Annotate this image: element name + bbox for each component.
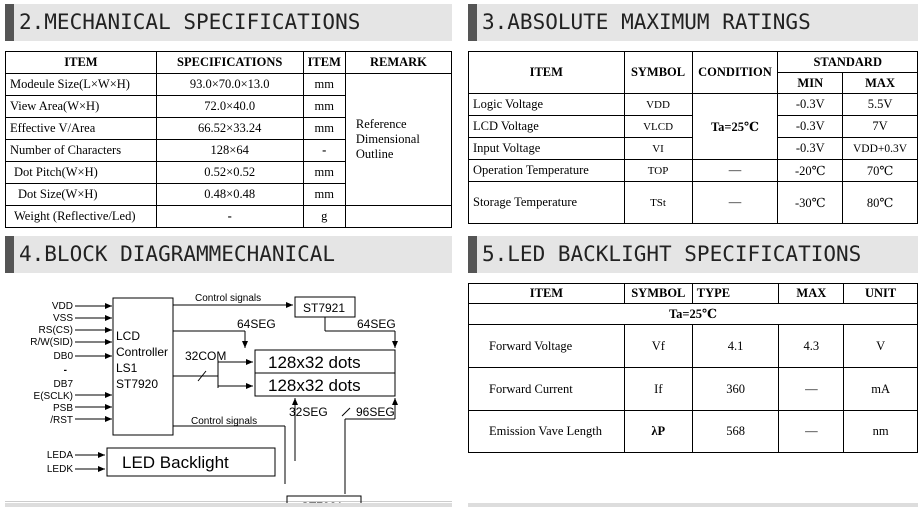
header-condition: CONDITION [692, 52, 778, 94]
header-specifications: SPECIFICATIONS [156, 52, 303, 74]
header-max: MAX [779, 284, 844, 304]
header-standard: STANDARD [778, 52, 918, 73]
row-condition: — [692, 160, 778, 182]
remark-line: Dimensional [355, 132, 420, 146]
row-item: Emission Vave Length [469, 411, 625, 453]
header-symbol: SYMBOL [624, 52, 692, 94]
remark-line: Outline [355, 147, 394, 161]
row-unit: mm [303, 162, 345, 184]
controller-label: LCD [116, 329, 141, 343]
controller-label: Controller [116, 345, 169, 359]
header-item: ITEM [469, 52, 625, 94]
row-min: -30℃ [778, 182, 843, 224]
bottom-rule-right [468, 503, 918, 507]
row-unit: g [303, 206, 345, 228]
header-item: ITEM [6, 52, 157, 74]
label-control-bottom: Control signals [191, 416, 258, 427]
row-item: Operation Temperature [469, 160, 625, 182]
section-title-block-diagram: 4.BLOCK DIAGRAMMECHANICAL [5, 236, 452, 273]
led-box-label: LED Backlight [122, 453, 229, 472]
row-type: 4.1 [692, 325, 779, 368]
pin-label: VSS [52, 313, 73, 324]
row-symbol: TSt [624, 182, 692, 224]
row-max: — [779, 411, 844, 453]
led-backlight-table [468, 283, 918, 453]
row-spec: 128×64 [156, 140, 303, 162]
pin-label: DB7 [53, 379, 73, 390]
pin-label: PSB [52, 403, 73, 414]
row-symbol: TOP [624, 160, 692, 182]
header-max: MAX [843, 73, 918, 94]
header-unit: UNIT [844, 284, 918, 304]
label-64seg-left: 64SEG [237, 317, 276, 331]
pin-label: VDD [51, 301, 73, 312]
led-pin-label: LEDK [46, 464, 73, 475]
row-unit: V [844, 325, 918, 368]
label-96seg: 96SEG [356, 405, 395, 419]
condition-row: Ta=25℃ [469, 304, 918, 325]
row-item: Effective V/Area [6, 118, 157, 140]
remark-line: Reference [355, 117, 407, 131]
row-unit: mA [844, 368, 918, 411]
label-control-top: Control signals [195, 293, 262, 304]
bottom-rule-left [5, 503, 452, 507]
row-item: Storage Temperature [469, 182, 625, 224]
row-type: 568 [692, 411, 779, 453]
block-diagram-panel [5, 236, 452, 502]
row-item: View Area(W×H) [6, 96, 157, 118]
row-max: 5.5V [843, 94, 918, 116]
row-item: Weight (Reflective/Led) [6, 206, 157, 228]
block-diagram [5, 276, 452, 501]
header-min: MIN [778, 73, 843, 94]
absolute-max-panel [468, 4, 918, 230]
row-min: -20℃ [778, 160, 843, 182]
row-spec: 0.52×0.52 [156, 162, 303, 184]
row-max: 7V [843, 116, 918, 138]
row-min: -0.3V [778, 94, 843, 116]
display-bottom-label: 128x32 dots [268, 376, 361, 395]
driver-top-label: ST7921 [303, 301, 346, 315]
pin-label: DB0 [53, 351, 73, 362]
row-type: 360 [692, 368, 779, 411]
absolute-max-table [468, 51, 918, 224]
row-item: Dot Size(W×H) [6, 184, 157, 206]
row-unit: nm [844, 411, 918, 453]
label-64seg-right: 64SEG [357, 317, 396, 331]
row-max: — [779, 368, 844, 411]
header-type: TYPE [692, 284, 779, 304]
row-symbol: VLCD [624, 116, 692, 138]
row-min: -0.3V [778, 138, 843, 160]
pin-label: /RST [50, 415, 73, 426]
row-spec: 72.0×40.0 [156, 96, 303, 118]
row-unit: mm [303, 118, 345, 140]
led-pin-label: LEDA [46, 450, 73, 461]
row-item: LCD Voltage [469, 116, 625, 138]
label-32com: 32COM [185, 349, 227, 363]
row-unit: - [303, 140, 345, 162]
display-top-label: 128x32 dots [268, 353, 361, 372]
controller-label: LS1 [116, 361, 138, 375]
row-spec: - [156, 206, 303, 228]
row-max: VDD+0.3V [843, 138, 918, 160]
section-title-led-backlight: 5.LED BACKLIGHT SPECIFICATIONS [468, 236, 918, 273]
pin-label: R/W(SID) [30, 337, 73, 348]
row-symbol: VI [624, 138, 692, 160]
row-max: 80℃ [843, 182, 918, 224]
remark-cell [345, 74, 451, 206]
mechanical-table [5, 51, 452, 228]
row-unit: mm [303, 184, 345, 206]
row-symbol: λP [624, 411, 692, 453]
header-remark: REMARK [345, 52, 451, 74]
row-max: 70℃ [843, 160, 918, 182]
header-item-unit: ITEM [303, 52, 345, 74]
row-item: Forward Current [469, 368, 625, 411]
section-title-absolute-max: 3.ABSOLUTE MAXIMUM RATINGS [468, 4, 918, 41]
condition-cell: Ta=25℃ [692, 94, 778, 160]
pin-label: - [63, 365, 67, 376]
pin-label: RS(CS) [38, 325, 73, 336]
header-item: ITEM [469, 284, 625, 304]
section-title-mechanical: 2.MECHANICAL SPECIFICATIONS [5, 4, 452, 41]
row-symbol: If [624, 368, 692, 411]
row-condition: — [692, 182, 778, 224]
row-item: Forward Voltage [469, 325, 625, 368]
row-symbol: VDD [624, 94, 692, 116]
row-spec: 0.48×0.48 [156, 184, 303, 206]
row-unit: mm [303, 74, 345, 96]
led-backlight-panel [468, 236, 918, 462]
row-spec: 93.0×70.0×13.0 [156, 74, 303, 96]
row-max: 4.3 [779, 325, 844, 368]
row-spec: 66.52×33.24 [156, 118, 303, 140]
pin-label: E(SCLK) [33, 391, 73, 402]
remark-empty [345, 206, 451, 228]
header-symbol: SYMBOL [624, 284, 692, 304]
label-32seg: 32SEG [289, 405, 328, 419]
controller-label: ST7920 [116, 377, 159, 391]
row-min: -0.3V [778, 116, 843, 138]
row-symbol: Vf [624, 325, 692, 368]
row-item: Dot Pitch(W×H) [6, 162, 157, 184]
mechanical-panel [5, 4, 452, 230]
row-item: Modeule Size(L×W×H) [6, 74, 157, 96]
row-item: Number of Characters [6, 140, 157, 162]
row-unit: mm [303, 96, 345, 118]
row-item: Input Voltage [469, 138, 625, 160]
row-item: Logic Voltage [469, 94, 625, 116]
